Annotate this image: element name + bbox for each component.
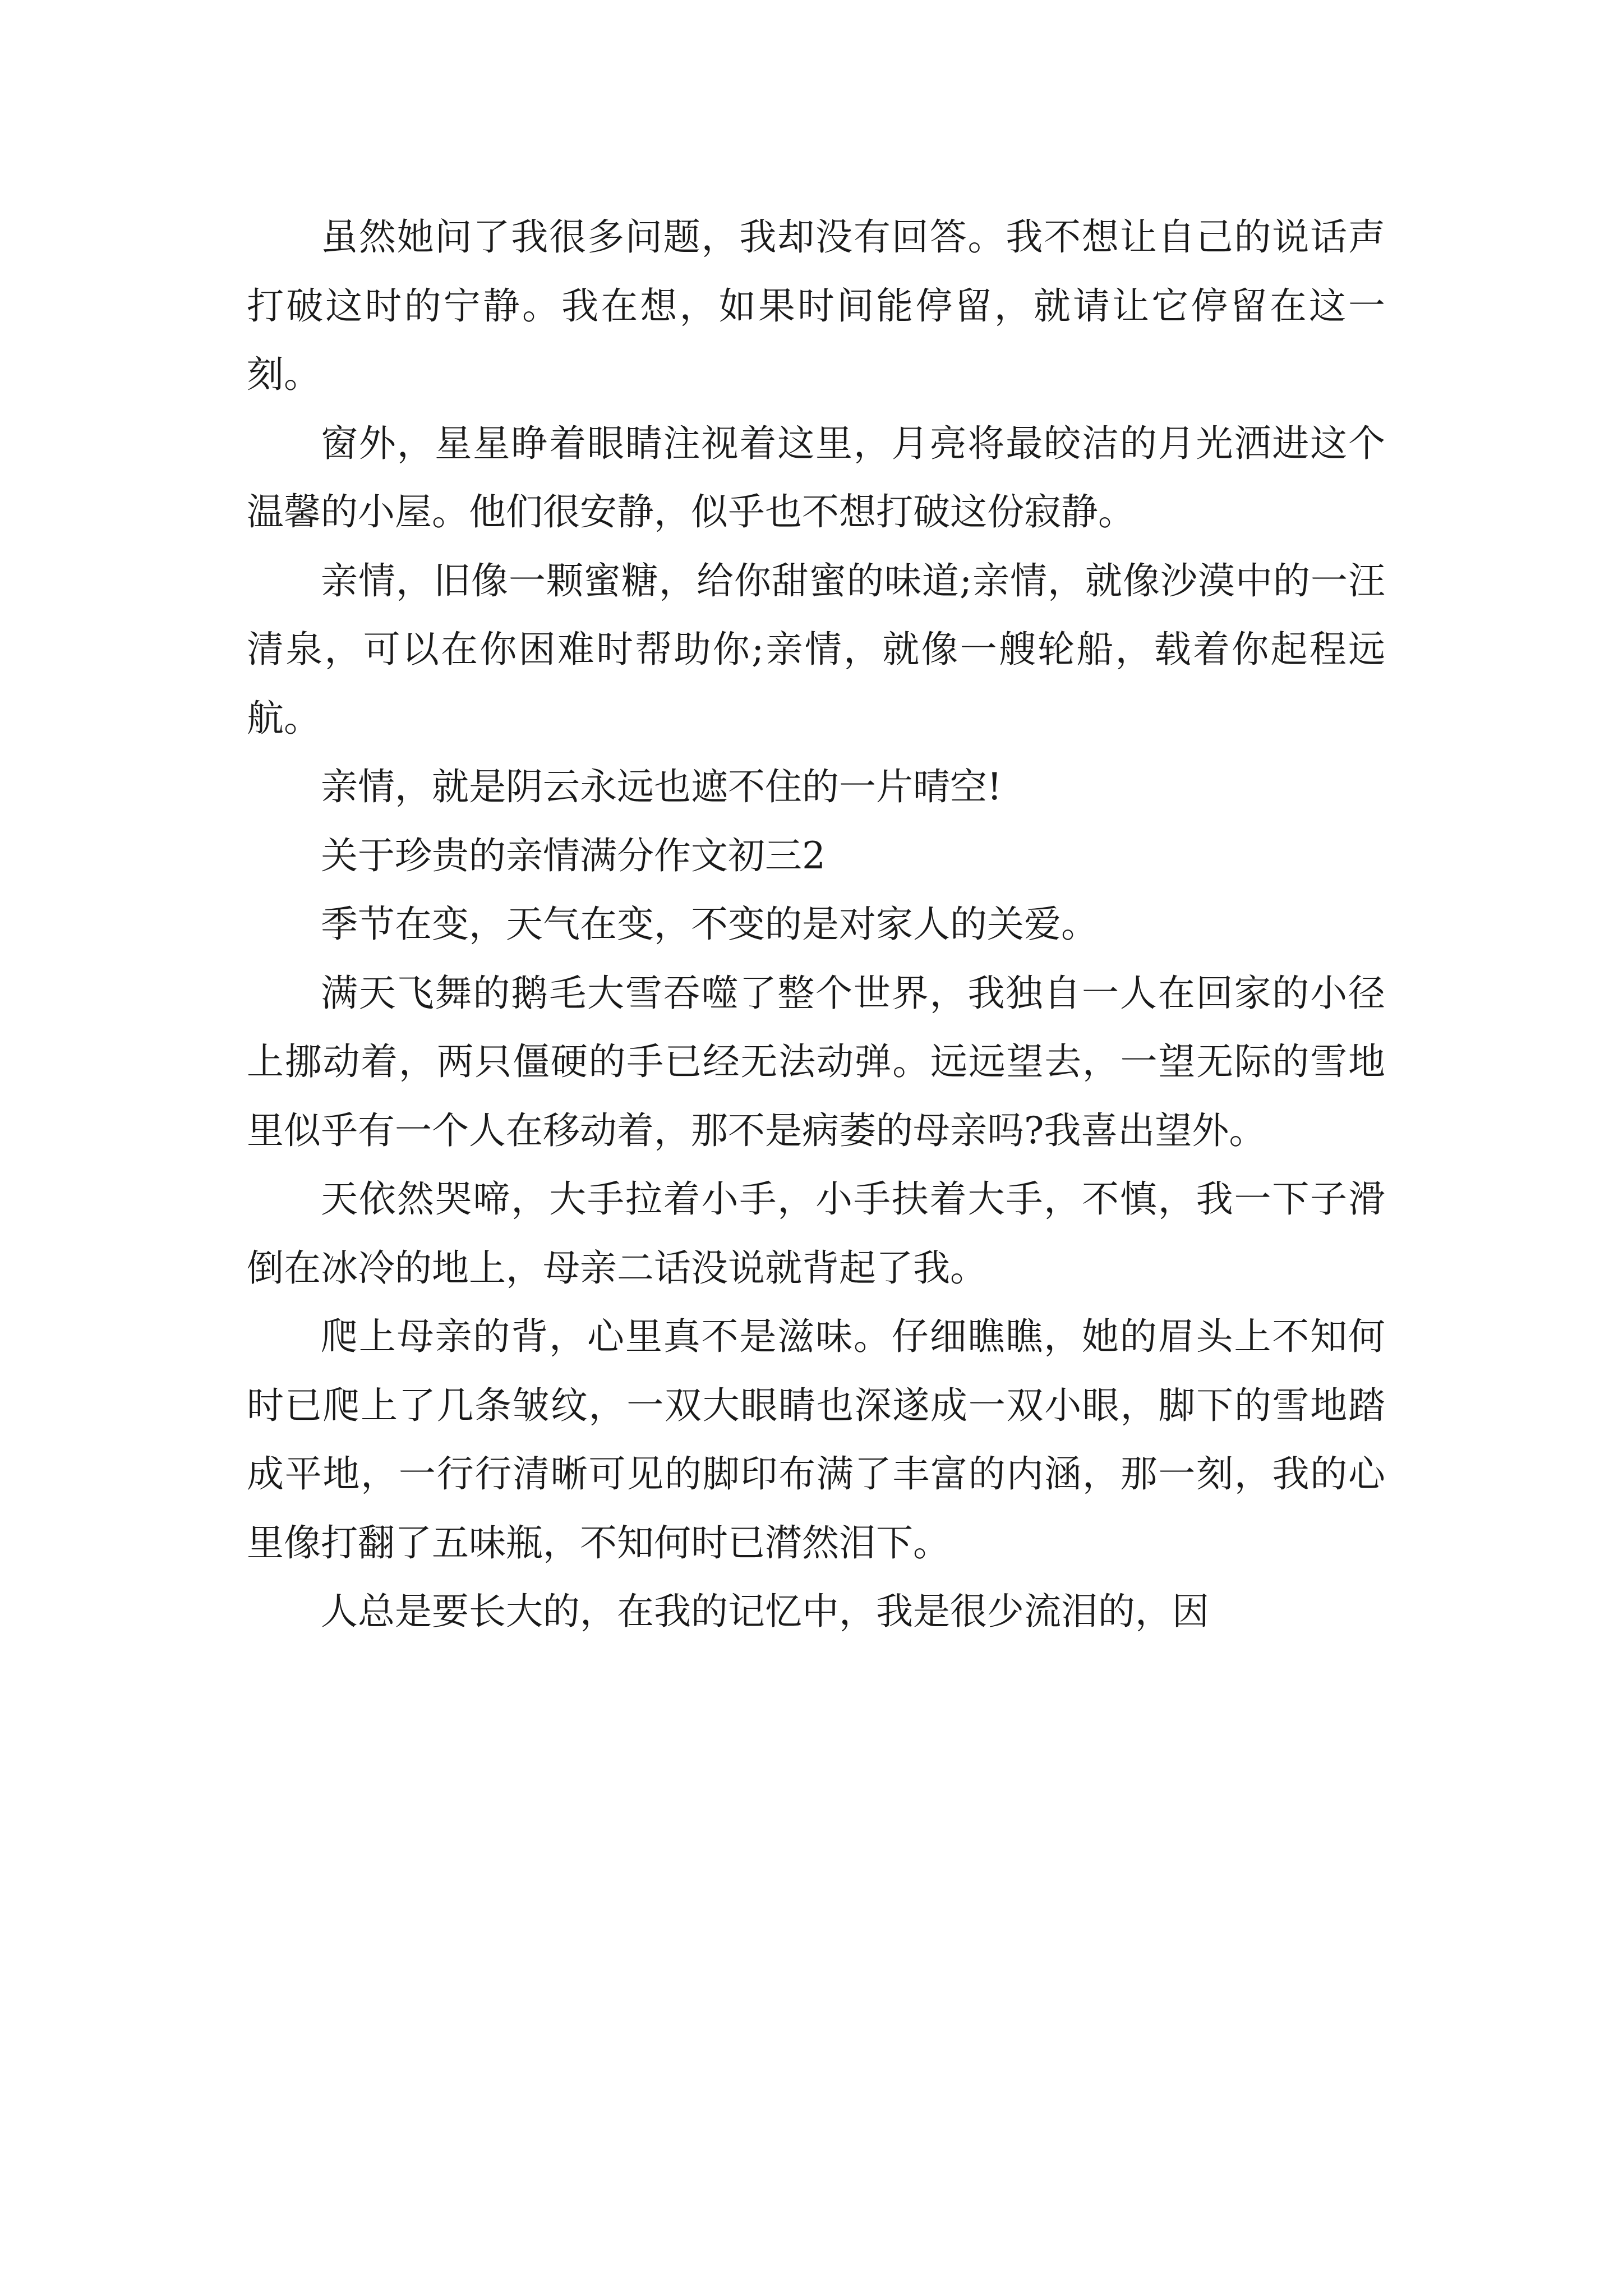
paragraph-2: 窗外，星星睁着眼睛注视着这里，月亮将最皎洁的月光洒进这个温馨的小屋。他们很安静，似乎也不想打破这份寂静。 [247,421,1385,533]
paragraph-3: 亲情，旧像一颗蜜糖，给你甜蜜的味道;亲情，就像沙漠中的一汪清泉，可以在你困难时帮助你;亲情，就像一艘轮船，载着你起程远航。 [247,559,1385,740]
paragraph-6: 满天飞舞的鹅毛大雪吞噬了整个世界，我独自一人在回家的小径上挪动着，两只僵硬的手已经无法动弹。远远望去，一望无际的雪地里似乎有一个人在移动着，那不是病萎的母亲吗?我喜出望外。 [247,971,1385,1152]
paragraph-4: 亲情，就是阴云永远也遮不住的一片晴空! [321,765,1002,808]
paragraph-1: 虽然她问了我很多问题，我却没有回答。我不想让自己的说话声打破这时的宁静。我在想，如果时间能停留，就请让它停留在这一刻。 [247,215,1385,396]
paragraph-8: 爬上母亲的背，心里真不是滋味。仔细瞧瞧，她的眉头上不知何时已爬上了几条皱纹，一双大眼睛也深遂成一双小眼，脚下的雪地踏成平地，一行行清晰可见的脚印布满了丰富的内涵，那一刻，我的心里像打翻了五味瓶，不知何时已潸然泪下。 [247,1315,1385,1565]
paragraph-9: 人总是要长大的，在我的记忆中，我是很少流泪的，因 [321,1590,1209,1633]
document-body [247,203,1385,1646]
paragraph-7: 天依然哭啼，大手拉着小手，小手扶着大手，不慎，我一下子滑倒在冰冷的地上，母亲二话没说就背起了我。 [247,1177,1385,1290]
section-heading: 关于珍贵的亲情满分作文初三2 [321,834,826,877]
paragraph-5: 季节在变，天气在变，不变的是对家人的关爱。 [321,903,1098,946]
